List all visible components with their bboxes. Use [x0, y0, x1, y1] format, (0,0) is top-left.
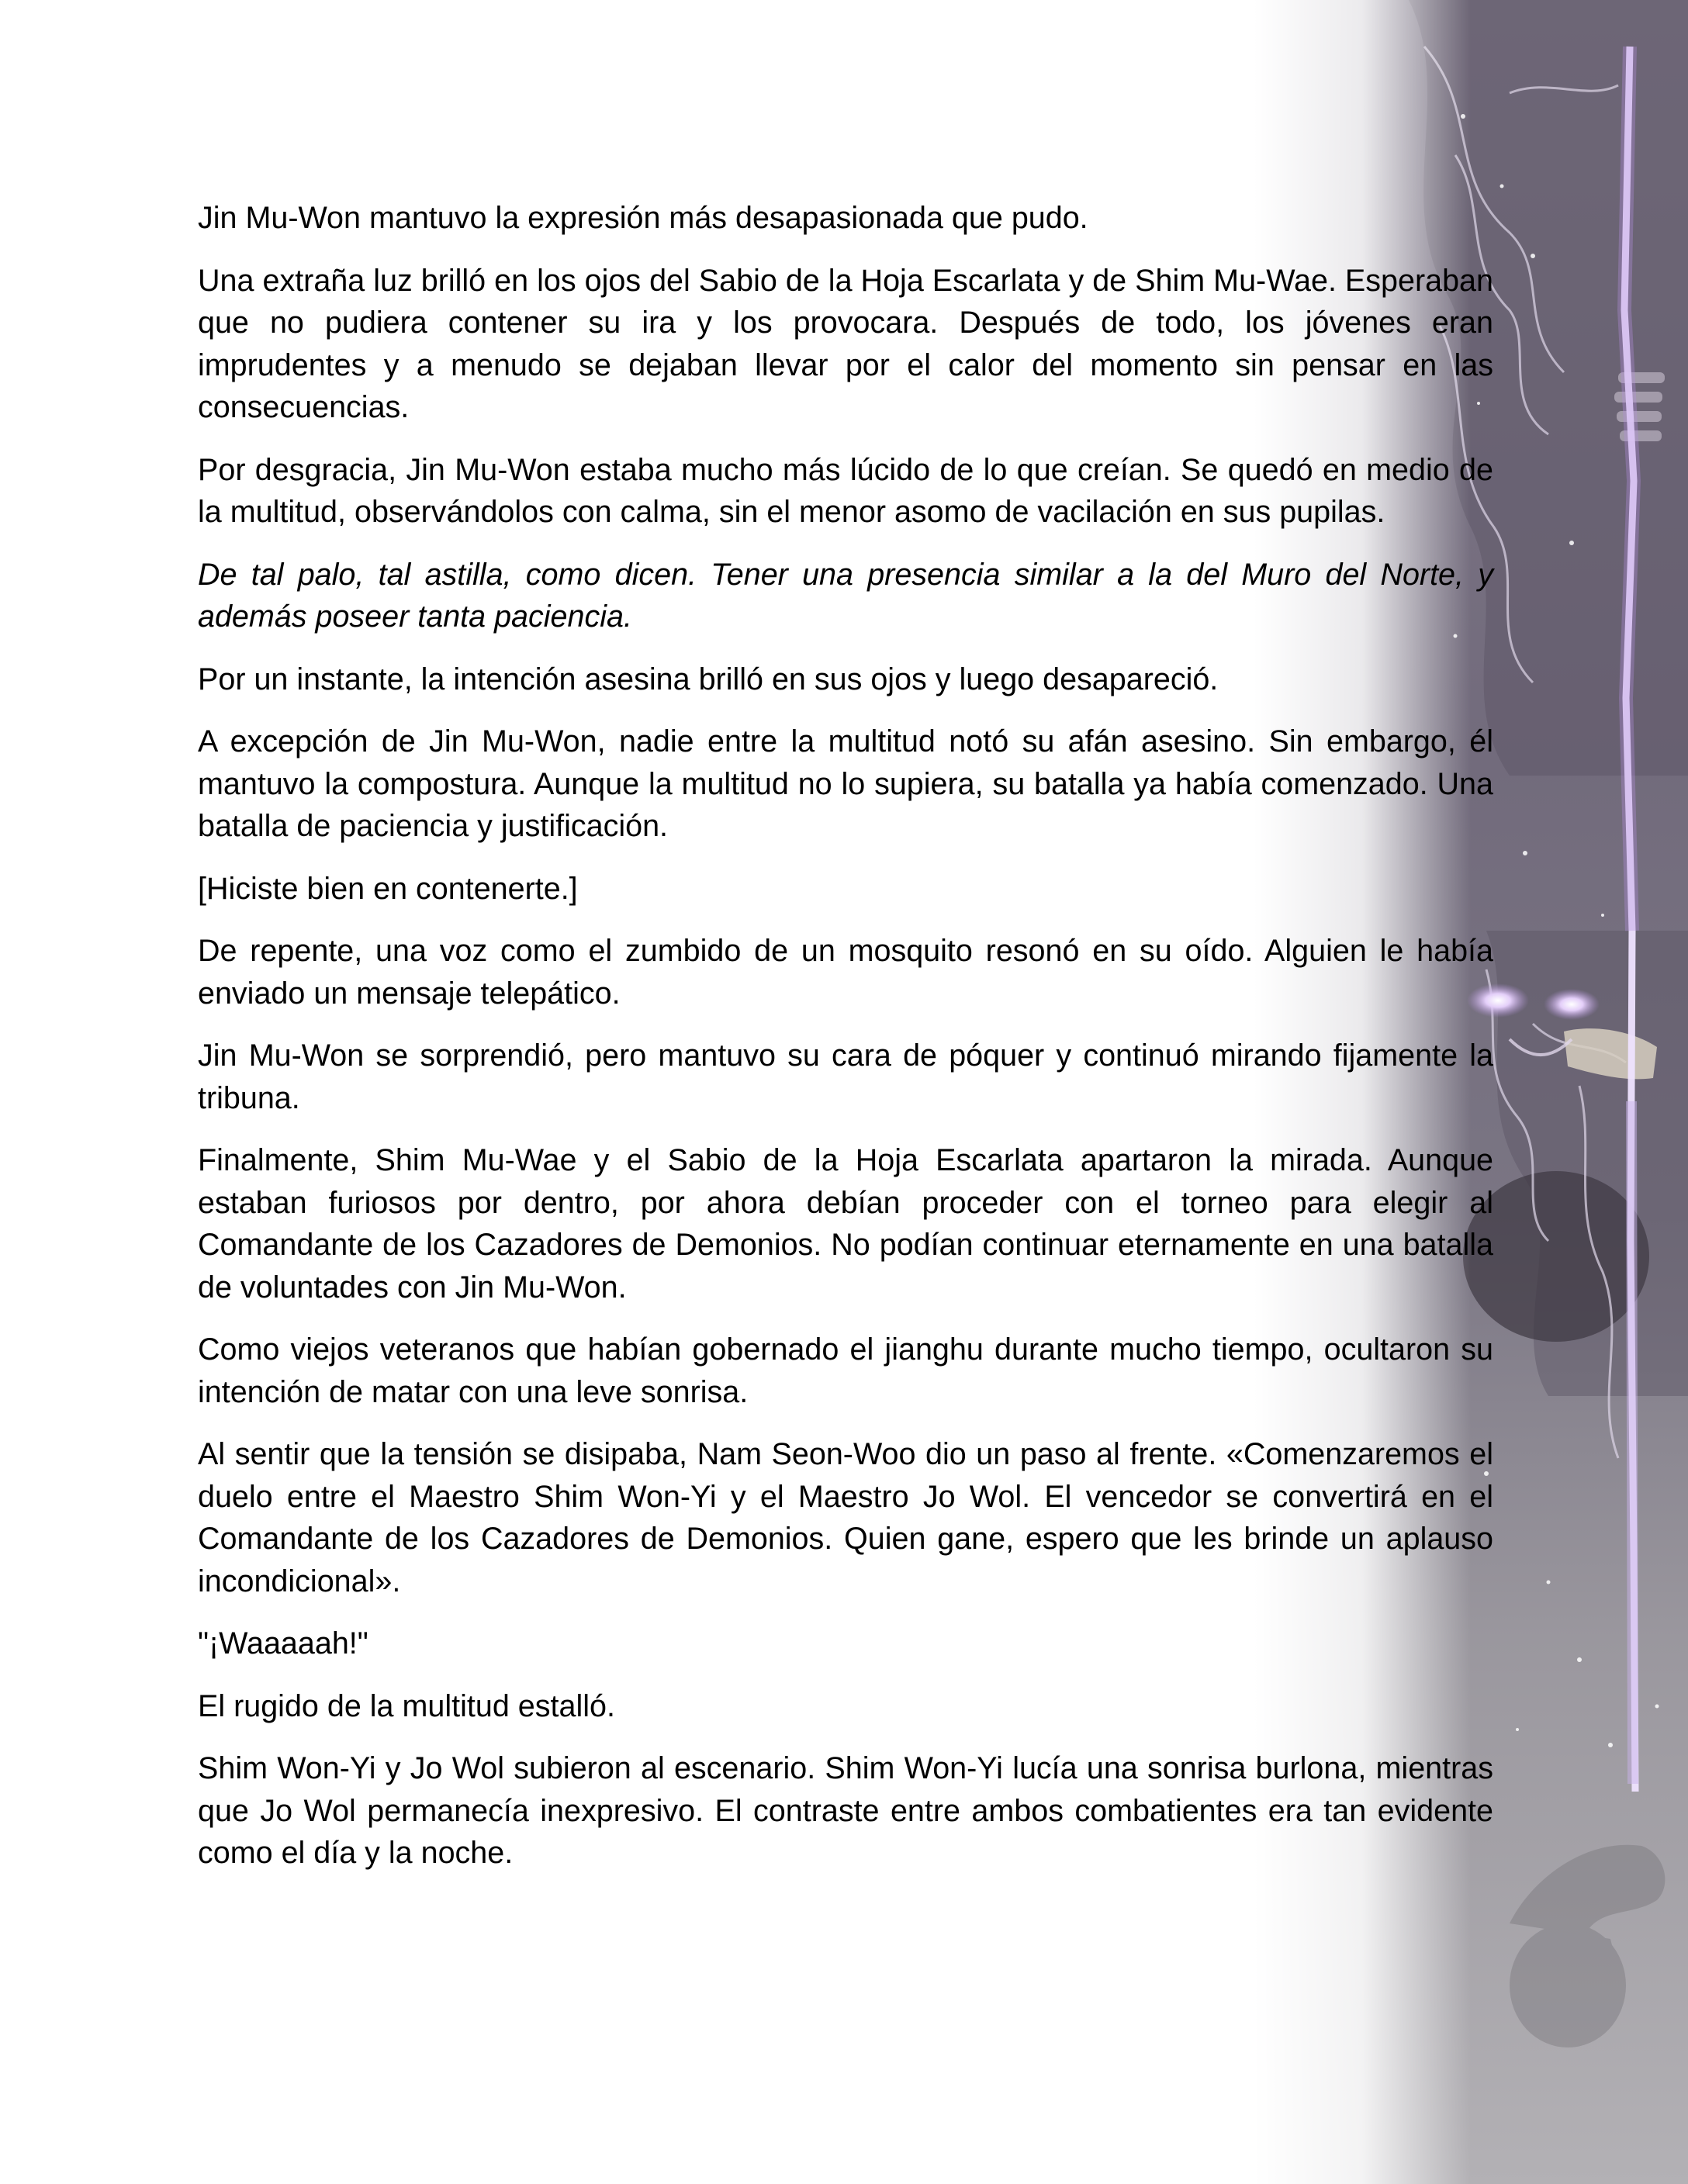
paragraph: De repente, una voz como el zumbido de un mosquito resonó en su oído. Alguien le había enviado un mensaje telepático. [198, 934, 1493, 1011]
paragraph: Finalmente, Shim Mu-Wae y el Sabio de la Hoja Escarlata apartaron la mirada. Aunque estaban furiosos por dentro, por ahora debían proceder con el torneo para elegir al Comandante de los Cazadores de Demonios. No podían continuar eternamente en una batalla de voluntades con Jin Mu-Won. [198, 1143, 1493, 1305]
paragraph: Shim Won-Yi y Jo Wol subieron al escenario. Shim Won-Yi lucía una sonrisa burlona, mientras que Jo Wol permanecía inexpresivo. El contraste entre ambos combatientes era tan evidente como el día y la noche. [198, 1751, 1493, 1870]
paragraph: Por un instante, la intención asesina brilló en sus ojos y luego desapareció. [198, 662, 1219, 696]
paragraph: Jin Mu-Won mantuvo la expresión más desapasionada que pudo. [198, 201, 1088, 235]
document-body [198, 197, 1493, 1895]
paragraph: A excepción de Jin Mu-Won, nadie entre la multitud notó su afán asesino. Sin embargo, él mantuvo la compostura. Aunque la multitud no lo supiera, su batalla ya había comenzado. Una batalla de paciencia y justificación. [198, 724, 1493, 843]
telepathic-message: [Hiciste bien en contenerte.] [198, 871, 578, 906]
paragraph: Una extraña luz brilló en los ojos del Sabio de la Hoja Escarlata y de Shim Mu-Wae. Esperaban que no pudiera contener su ira y los provocara. Después de todo, los jóvenes eran imprudentes y a menudo se dejaban llevar por el calor del momento sin pensar en las consecuencias. [198, 263, 1493, 424]
italic-thought-paragraph: De tal palo, tal astilla, como dicen. Tener una presencia similar a la del Muro del Norte, y además poseer tanta paciencia. [198, 557, 1493, 634]
paragraph: Como viejos veteranos que habían gobernado el jianghu durante mucho tiempo, ocultaron su intención de matar con una leve sonrisa. [198, 1332, 1493, 1409]
paragraph: Jin Mu-Won se sorprendió, pero mantuvo su cara de póquer y continuó mirando fijamente la tribuna. [198, 1038, 1493, 1115]
paragraph: Al sentir que la tensión se disipaba, Nam Seon-Woo dio un paso al frente. «Comenzaremos el duelo entre el Maestro Shim Won-Yi y el Maestro Jo Wol. El vencedor se convertirá en el Comandante de los Cazadores de Demonios. Quien gane, espero que les brinde un aplauso incondicional». [198, 1437, 1493, 1598]
paragraph: El rugido de la multitud estalló. [198, 1688, 615, 1723]
dialogue-line: "¡Waaaaah!" [198, 1626, 368, 1660]
paragraph: Por desgracia, Jin Mu-Won estaba mucho más lúcido de lo que creían. Se quedó en medio de la multitud, observándolos con calma, sin el menor asomo de vacilación en sus pupilas. [198, 452, 1493, 529]
